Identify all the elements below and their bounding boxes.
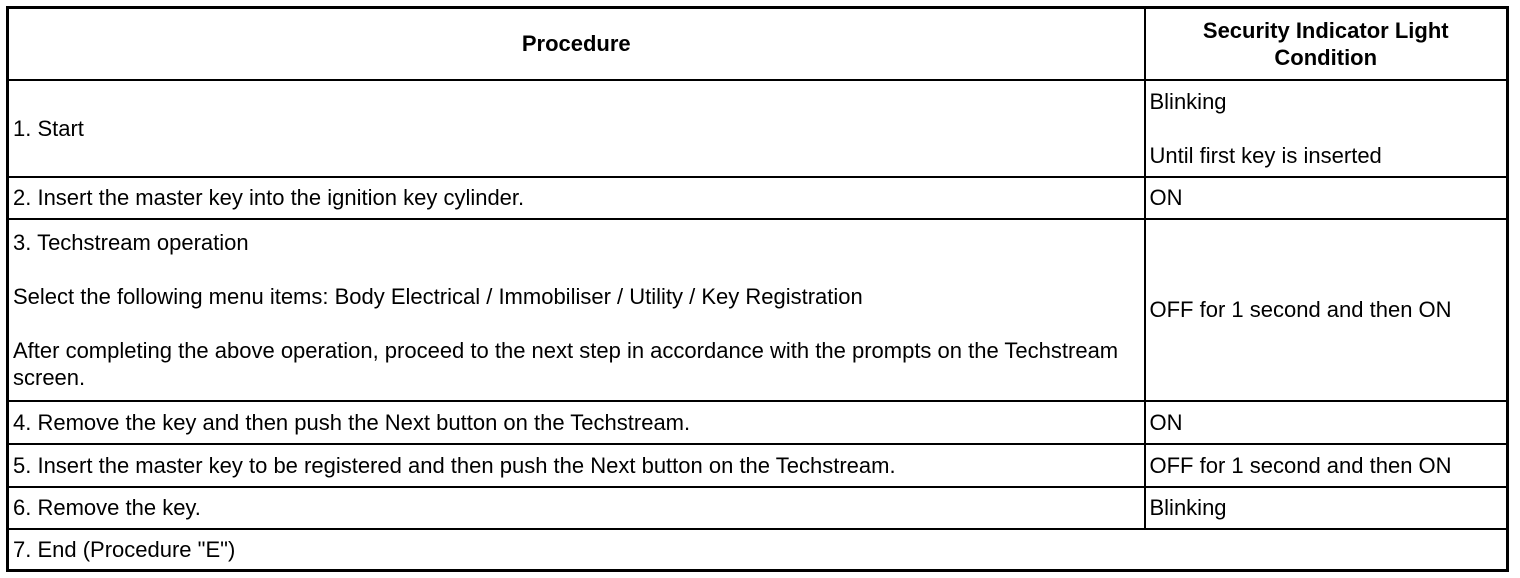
procedure-cell	[8, 529, 1508, 571]
table-row	[8, 401, 1508, 444]
table-row	[8, 80, 1508, 177]
procedure-cell	[8, 401, 1145, 444]
procedure-cell	[8, 444, 1145, 487]
table-row	[8, 444, 1508, 487]
procedure-text: After completing the above operation, proceed to the next step in accordance with the prompts on the Techstream screen.	[13, 337, 1119, 390]
condition-text: ON	[1149, 185, 1183, 210]
condition-text: Blinking	[1149, 88, 1227, 114]
table-row	[8, 219, 1508, 401]
condition-note: Until first key is inserted	[1149, 142, 1382, 168]
condition-text: OFF for 1 second and then ON	[1149, 452, 1452, 478]
procedure-cell	[8, 80, 1145, 177]
condition-cell	[1145, 80, 1508, 177]
condition-cell	[1145, 444, 1508, 487]
header-row	[8, 8, 1508, 80]
procedure-table	[6, 6, 1509, 572]
header-condition: Security Indicator Light Condition	[1145, 8, 1508, 80]
procedure-text: 2. Insert the master key into the ignition key cylinder.	[13, 185, 525, 210]
procedure-text: Select the following menu items: Body Electrical / Immobiliser / Utility / Key Registration	[13, 283, 863, 309]
condition-text: OFF for 1 second and then ON	[1149, 297, 1452, 322]
condition-cell	[1145, 177, 1508, 219]
procedure-text: 5. Insert the master key to be registered and then push the Next button on the Techstream.	[13, 452, 896, 478]
procedure-text: 6. Remove the key.	[13, 495, 201, 520]
procedure-text: 3. Techstream operation	[13, 229, 249, 255]
procedure-text: 4. Remove the key and then push the Next button on the Techstream.	[13, 409, 691, 435]
condition-cell	[1145, 401, 1508, 444]
condition-cell	[1145, 487, 1508, 529]
condition-text: ON	[1149, 409, 1183, 435]
procedure-cell	[8, 487, 1145, 529]
table-row	[8, 487, 1508, 529]
condition-cell	[1145, 219, 1508, 401]
condition-text: Blinking	[1149, 495, 1227, 520]
procedure-text: 1. Start	[13, 115, 84, 141]
procedure-cell	[8, 177, 1145, 219]
header-procedure: Procedure	[8, 8, 1145, 80]
procedure-cell	[8, 219, 1145, 401]
table-row	[8, 177, 1508, 219]
table-row-end	[8, 529, 1508, 571]
procedure-text: 7. End (Procedure "E")	[13, 536, 236, 562]
